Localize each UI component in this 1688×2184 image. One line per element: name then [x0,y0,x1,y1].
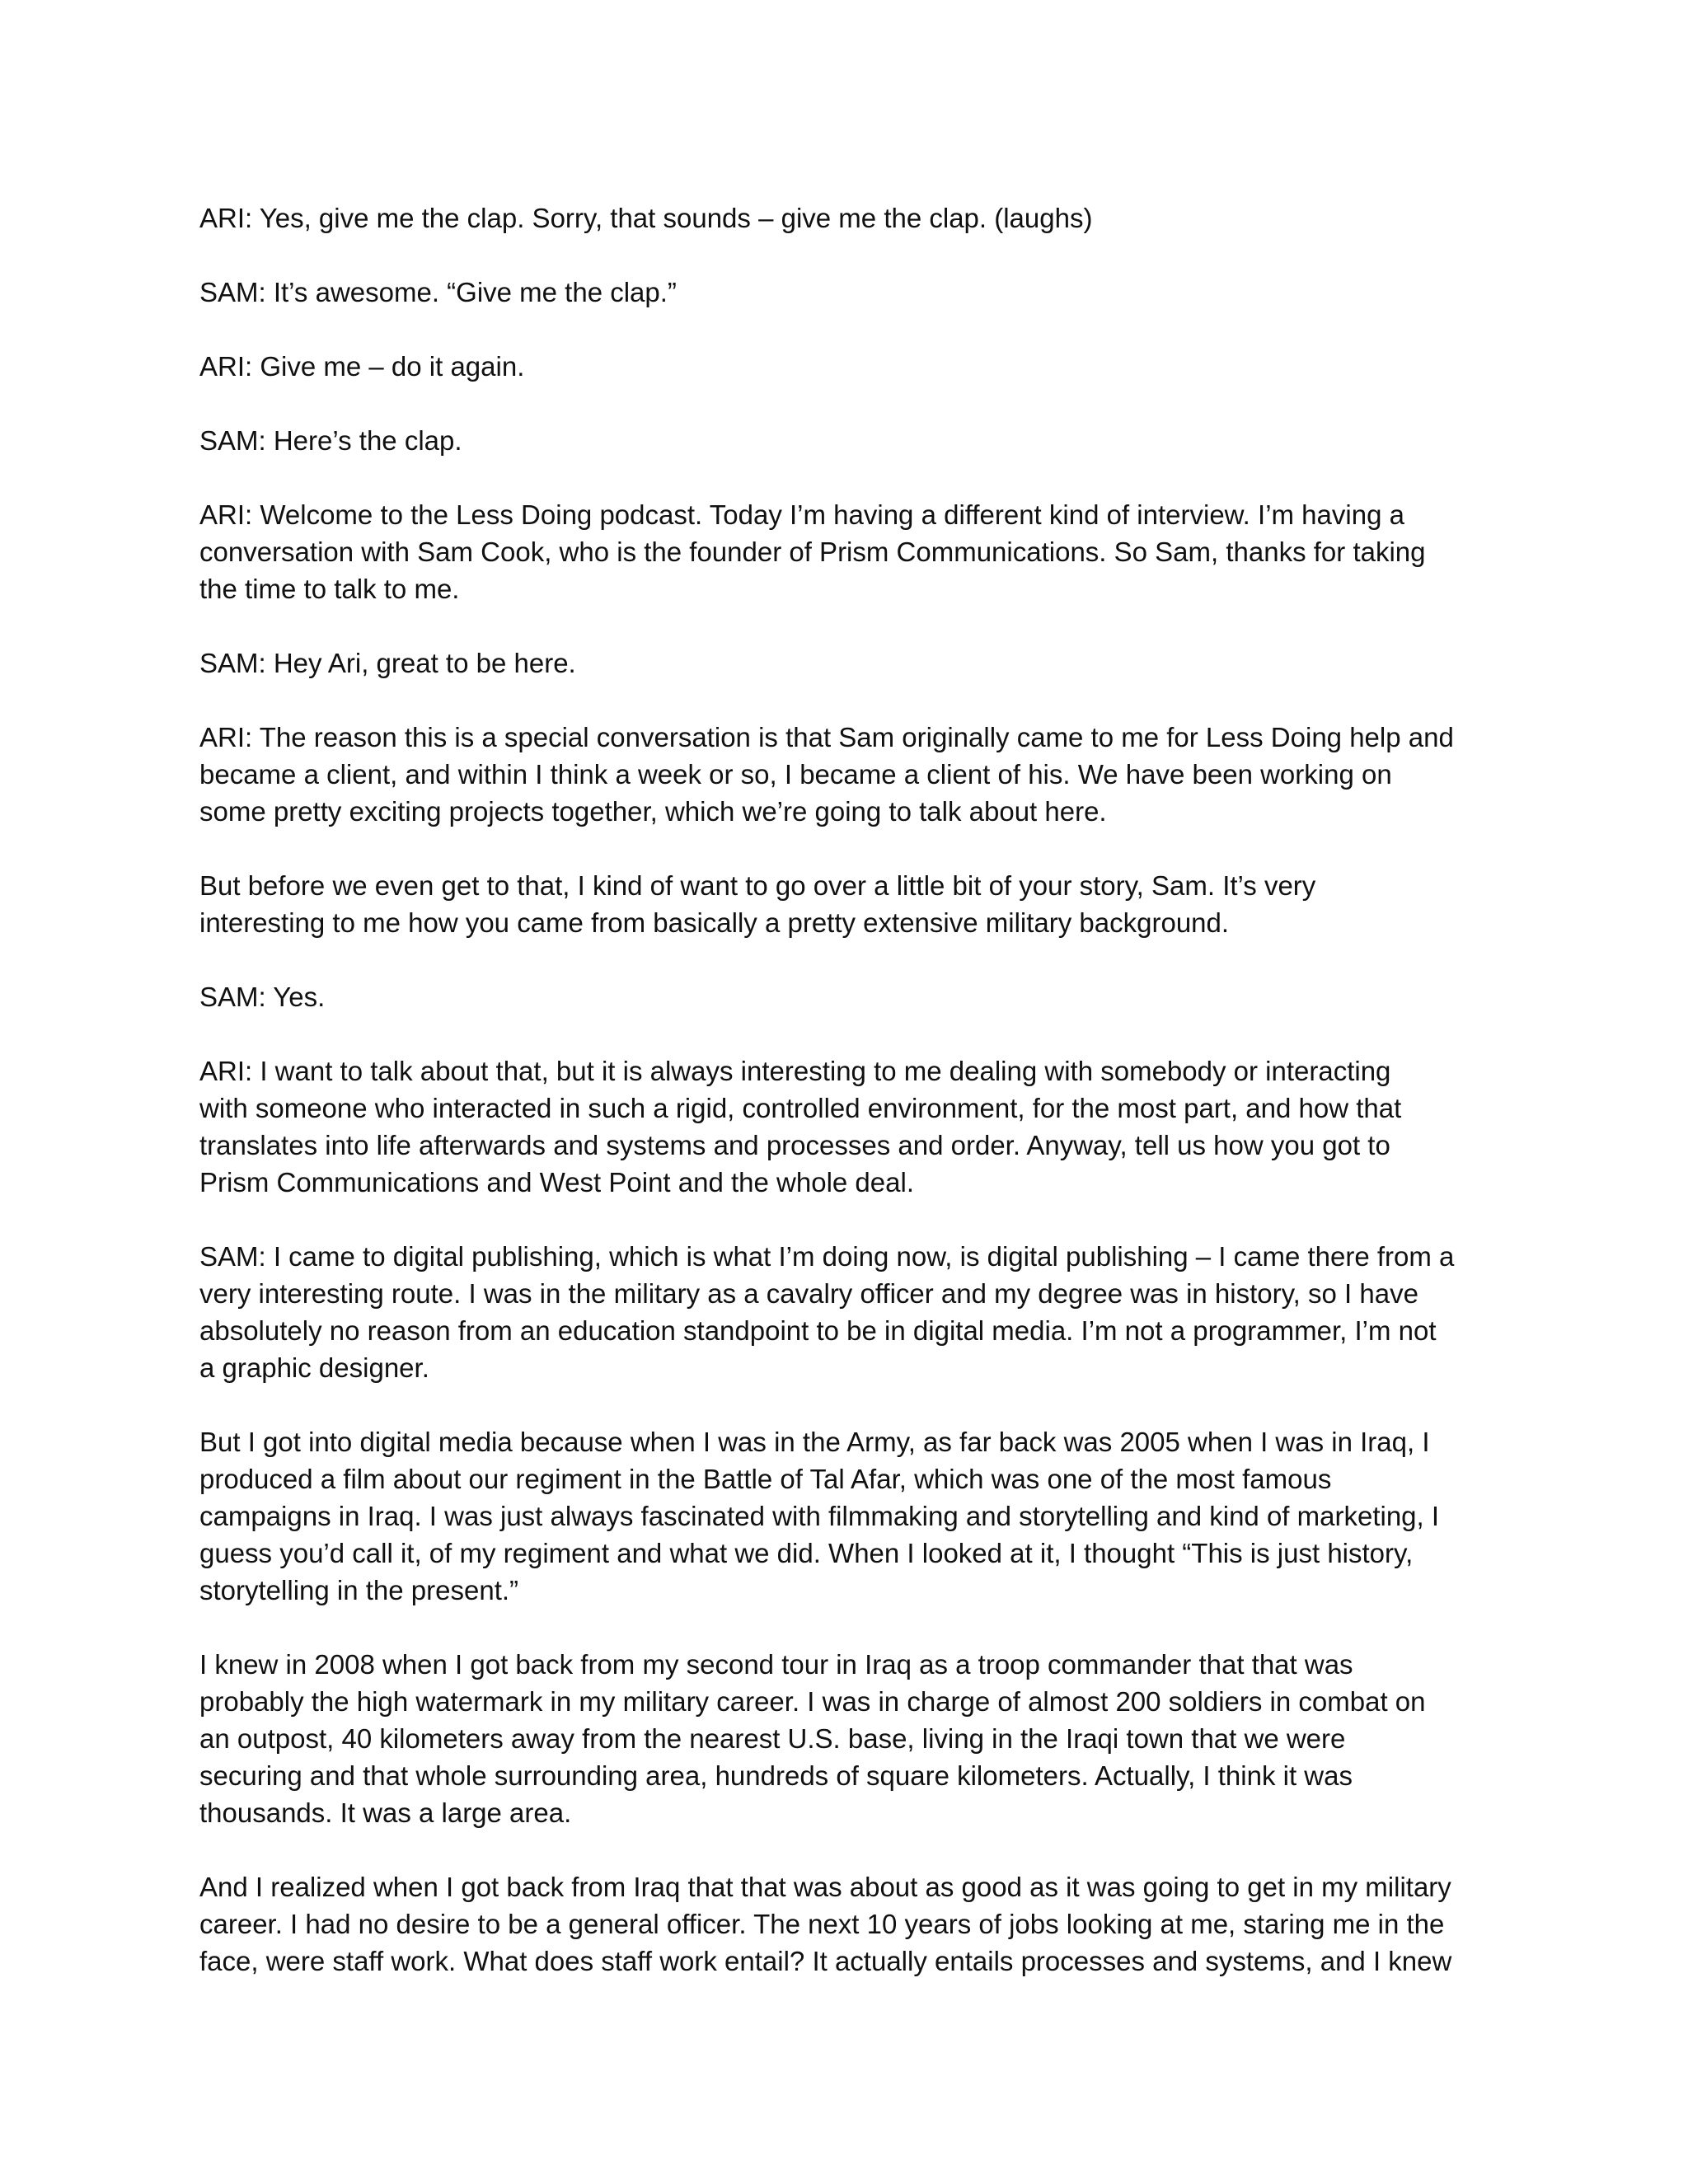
transcript-body [199,199,1502,2017]
transcript-paragraph: ARI: I want to talk about that, but it is always interesting to me dealing with somebody or interacting with someone who interacted in such a rigid, controlled environment, for the most part, and how that translates into life afterwards and systems and processes and order. Anyway, tell us how you got to Prism Communications and West Point and the whole deal. [199,1056,1402,1197]
transcript-paragraph: ARI: The reason this is a special conversation is that Sam originally came to me for Less Doing help and became a client, and within I think a week or so, I became a client of his. We have been working on some pretty exciting projects together, which we’re going to talk about here. [199,722,1454,827]
transcript-paragraph: SAM: Here’s the clap. [199,425,462,456]
transcript-paragraph: I knew in 2008 when I got back from my second tour in Iraq as a troop commander that that was probably the high watermark in my military career. I was in charge of almost 200 soldiers in combat on an outpost, 40 kilometers away from the nearest U.S. base, living in the Iraqi town that we were securing and that whole surrounding area, hundreds of square kilometers. Actually, I think it was thousands. It was a large area. [199,1649,1426,1828]
transcript-paragraph: ARI: Welcome to the Less Doing podcast. Today I’m having a different kind of interview. I’m having a conversation with Sam Cook, who is the founder of Prism Communications. So Sam, thanks for taking the time to talk to me. [199,499,1426,604]
transcript-paragraph: SAM: Hey Ari, great to be here. [199,648,576,678]
transcript-paragraph: But I got into digital media because when I was in the Army, as far back was 2005 when I was in Iraq, I produced a film about our regiment in the Battle of Tal Afar, which was one of the most famous campaigns in Iraq. I was just always fascinated with filmmaking and storytelling and kind of marketing, I guess you’d call it, of my regiment and what we did. When I looked at it, I thought “This is just history, storytelling in the present.” [199,1427,1440,1605]
transcript-paragraph: And I realized when I got back from Iraq that that was about as good as it was going to get in my military career. I had no desire to be a general officer. The next 10 years of jobs looking at me, staring me in the face, were staff work. What does staff work entail? It actually entails processes and systems, and I knew [199,1872,1452,1976]
transcript-paragraph: ARI: Yes, give me the clap. Sorry, that sounds – give me the clap. (laughs) [199,203,1093,233]
transcript-paragraph: ARI: Give me – do it again. [199,351,525,382]
transcript-paragraph: SAM: I came to digital publishing, which is what I’m doing now, is digital publishing – I came there from a very interesting route. I was in the military as a cavalry officer and my degree was in history, so I have absolutely no reason from an education standpoint to be in digital media. I’m not a programmer, I’m not a graphic designer. [199,1241,1455,1383]
transcript-paragraph: SAM: Yes. [199,982,326,1012]
transcript-paragraph: But before we even get to that, I kind of want to go over a little bit of your story, Sam. It’s very interesting to me how you came from basically a pretty extensive military background. [199,870,1316,938]
transcript-paragraph: SAM: It’s awesome. “Give me the clap.” [199,277,677,307]
